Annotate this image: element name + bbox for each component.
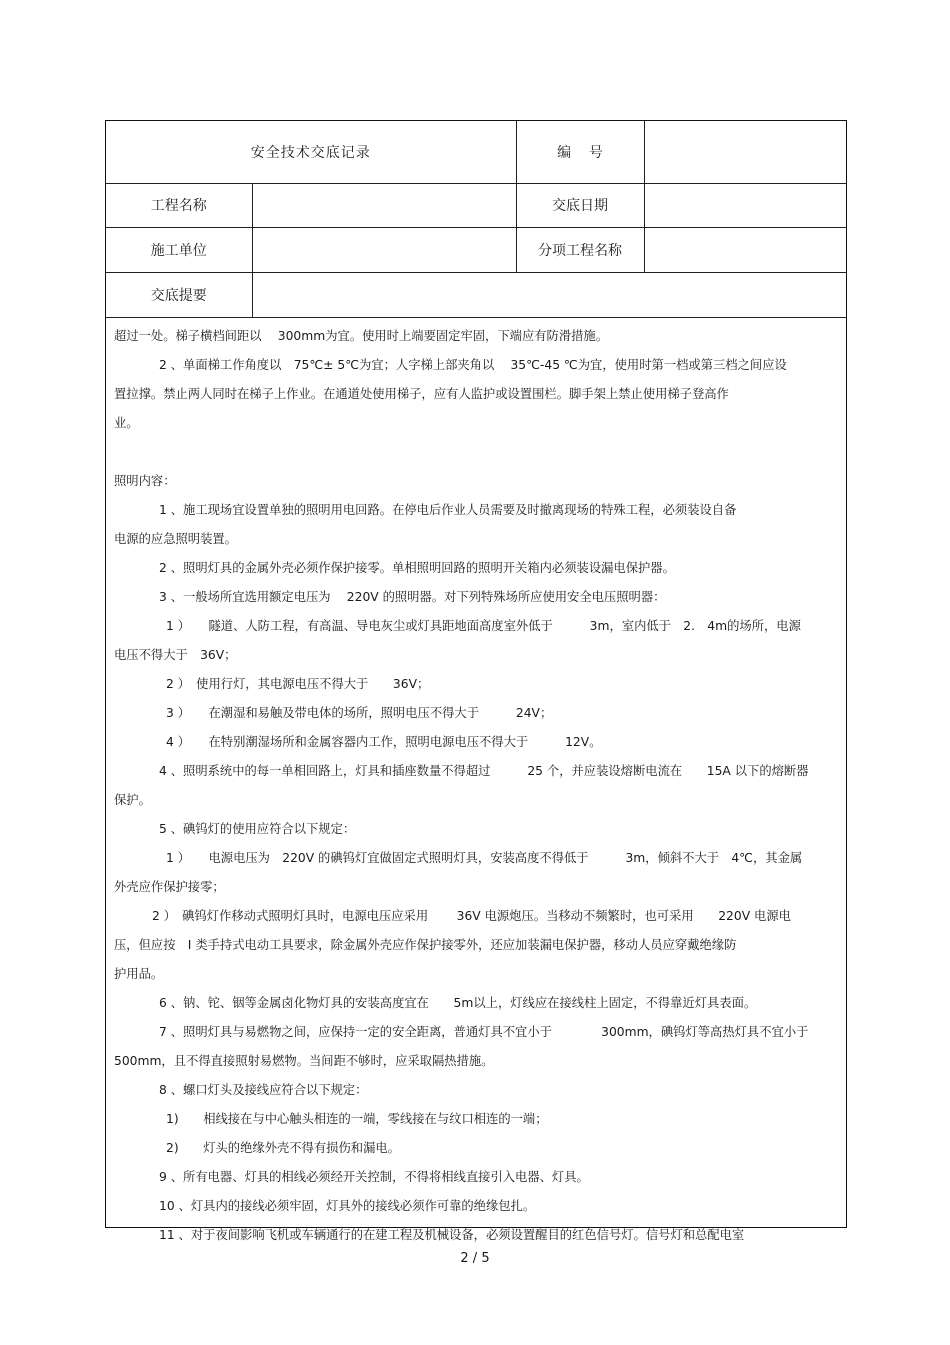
body-line: 1) 相线接在与中心触头相连的一端，零线接在与纹口相连的一端； (166, 1111, 548, 1126)
body-line: 保护。 (114, 792, 151, 807)
body-line: 置拉撑。禁止两人同时在梯子上作业。在通道处使用梯子，应有人监护或设置围栏。脚手架上禁止使用梯子登高作 (114, 386, 729, 401)
body-line: 7 、照明灯具与易燃物之间，应保持一定的安全距离，普通灯具不宜小于 300mm，碘钨灯等高热灯具不宜小于 (159, 1024, 809, 1039)
header-table (106, 121, 846, 318)
body-line: 11 、对于夜间影响飞机或车辆通行的在建工程及机械设备，必须设置醒目的红色信号灯。信号灯和总配电室 (159, 1227, 745, 1242)
body-line: 10 、灯具内的接线必须牢固，灯具外的接线必须作可靠的绝缘包扎。 (159, 1198, 536, 1213)
body-line: 1 ） 电源电压为 220V 的碘钨灯宜做固定式照明灯具，安装高度不得低于 3m，倾斜不大于 4℃，其金属 (166, 850, 803, 865)
body-line: 超过一处。梯子横档间距以 300mm为宜。使用时上端要固定牢固，下端应有防滑措施。 (114, 328, 609, 343)
body-line: 4 ） 在特别潮湿场所和金属容器内工作，照明电源电压不得大于 12V。 (166, 734, 602, 749)
body-line: 2) 灯头的绝缘外壳不得有损伤和漏电。 (166, 1140, 400, 1155)
body-line: 业。 (114, 415, 139, 430)
body-line: 2 ） 使用行灯，其电源电压不得大于 36V； (166, 676, 430, 691)
number-label: 编 号 (516, 121, 644, 183)
page-number: 2 / 5 (460, 1251, 490, 1266)
body-line: 2 ） 碘钨灯作移动式照明灯具时，电源电压应采用 36V 电源炮压。当移动不频繁时，也可采用 220V 电源电 (152, 908, 791, 923)
sub-project-name-label: 分项工程名称 (516, 227, 644, 272)
body-line: 2 、照明灯具的金属外壳必须作保护接零。单相照明回路的照明开关箱内必须装设漏电保护器。 (159, 560, 675, 575)
body-line: 9 、所有电器、灯具的相线必须经开关控制，不得将相线直接引入电器、灯具。 (159, 1169, 589, 1184)
body-line: 5 、碘钨灯的使用应符合以下规定： (159, 821, 356, 836)
project-name-value[interactable] (252, 183, 516, 227)
body-line: 电源的应急照明装置。 (114, 531, 237, 546)
number-value[interactable] (644, 121, 846, 183)
body-line: 压，但应按 Ⅰ 类手持式电动工具要求，除金属外壳应作保护接零外，还应加装漏电保护器，移动人员应穿戴绝缘防 (114, 937, 737, 952)
project-name-label: 工程名称 (106, 183, 252, 227)
briefing-date-label: 交底日期 (516, 183, 644, 227)
briefing-date-value[interactable] (644, 183, 846, 227)
body-line: 4 、照明系统中的每一单相回路上，灯具和插座数量不得超过 25 个，并应装设熔断电流在 15A 以下的熔断器 (159, 763, 809, 778)
body-line: 外壳应作保护接零； (114, 879, 225, 894)
sub-project-name-value[interactable] (644, 227, 846, 272)
body-line: 8 、螺口灯头及接线应符合以下规定： (159, 1082, 368, 1097)
construction-unit-label: 施工单位 (106, 227, 252, 272)
construction-unit-value[interactable] (252, 227, 516, 272)
body-line: 3 ） 在潮湿和易触及带电体的场所，照明电压不得大于 24V； (166, 705, 553, 720)
briefing-summary-value[interactable] (252, 272, 846, 317)
blank-line (114, 438, 838, 467)
body-line: 500mm，且不得直接照射易燃物。当间距不够时，应采取隔热措施。 (114, 1053, 494, 1068)
safety-briefing-form (105, 120, 847, 1242)
body-line: 电压不得大于 36V； (114, 647, 237, 662)
body-line: 3 、一般场所宜选用额定电压为 220V 的照明器。对下列特殊场所应使用安全电压照明器： (159, 589, 666, 604)
body-line: 护用品。 (114, 966, 164, 981)
body-line: 2 、单面梯工作角度以 75℃± 5℃为宜；人字梯上部夹角以 35℃-45 ℃为宜，使用时第一档或第三档之间应设 (159, 357, 787, 372)
briefing-summary-label: 交底提要 (106, 272, 252, 317)
body-line: 6 、钠、铊、铟等金属卤化物灯具的安装高度宜在 5m以上，灯线应在接线柱上固定，不得靠近灯具表面。 (159, 995, 757, 1010)
document-title: 安全技术交底记录 (106, 121, 516, 183)
lighting-heading: 照明内容： (114, 473, 176, 488)
body-line: 1 ） 隧道、人防工程，有高温、导电灰尘或灯具距地面高度室外低于 3m，室内低于 2. 4m的场所，电源 (166, 618, 801, 633)
body-line: 1 、施工现场宜设置单独的照明用电回路。在停电后作业人员需要及时撤离现场的特殊工程，必须装设自备 (159, 502, 737, 517)
briefing-body (106, 318, 846, 1250)
